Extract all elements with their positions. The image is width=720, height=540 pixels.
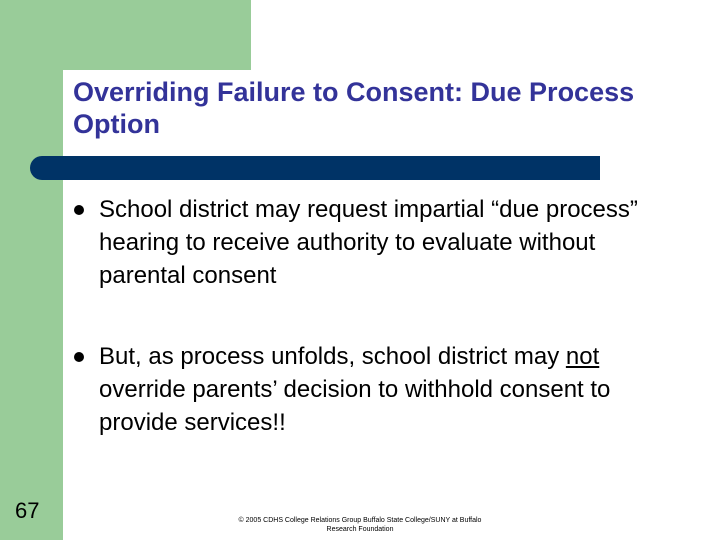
bullet-text-underlined: not — [565, 343, 600, 370]
bullet-dot-icon — [74, 352, 84, 362]
bullet-item — [99, 193, 659, 292]
footer-copyright: © 2005 CDHS College Relations Group Buffalo State College/SUNY at Buffalo Research Foundation — [238, 517, 482, 533]
left-green-band — [0, 0, 63, 540]
title-divider-bar — [30, 156, 600, 180]
bullet-text-end: override parents’ decision to withhold consent to provide services!! — [99, 376, 611, 436]
bullet-item — [99, 340, 659, 439]
top-green-block — [63, 0, 251, 70]
bullet-dot-icon — [74, 205, 84, 215]
title-card — [63, 70, 720, 540]
bullet-text: School district may request impartial “due process” hearing to receive authority to evaluate without parental consent — [99, 196, 638, 289]
bullet-text-start: But, as process unfolds, school district may — [99, 343, 566, 370]
slide-title: Overriding Failure to Consent: Due Process Option — [73, 77, 635, 139]
slide-number: 67 — [15, 498, 40, 523]
